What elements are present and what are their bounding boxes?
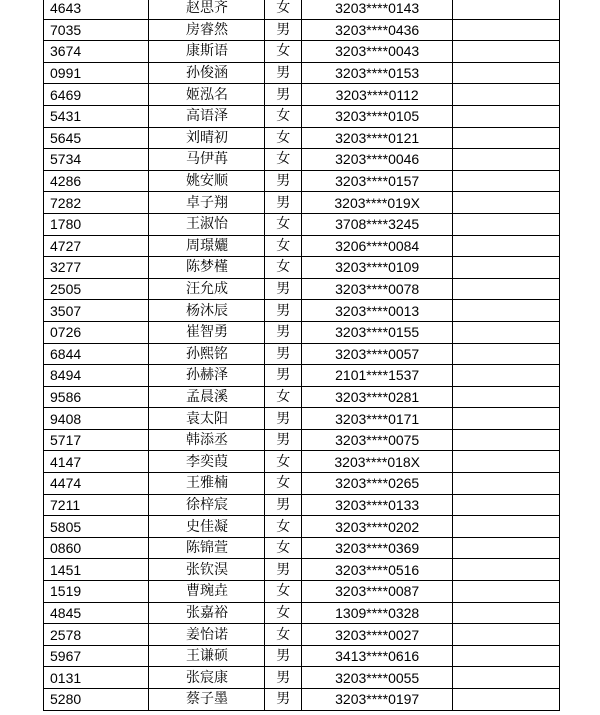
remark-cell [453, 343, 560, 365]
gender-cell: 男 [265, 321, 302, 343]
exam-number-cell: 5967 [44, 645, 149, 667]
student-name-cell: 史佳凝 [149, 516, 265, 538]
exam-number-cell: 2505 [44, 278, 149, 300]
id-number-cell: 3203****0046 [301, 149, 452, 171]
id-number-cell: 3203****0112 [301, 84, 452, 106]
id-number-cell: 3203****0202 [301, 516, 452, 538]
remark-cell [453, 516, 560, 538]
gender-cell: 女 [265, 624, 302, 646]
gender-cell: 男 [265, 19, 302, 41]
gender-cell: 女 [265, 127, 302, 149]
table-row [44, 19, 560, 41]
student-name-cell: 张钦淏 [149, 559, 265, 581]
id-number-cell: 3203****0369 [301, 537, 452, 559]
table-row [44, 516, 560, 538]
id-number-cell: 3203****0057 [301, 343, 452, 365]
remark-cell [453, 667, 560, 689]
exam-number-cell: 5734 [44, 149, 149, 171]
gender-cell: 女 [265, 581, 302, 603]
id-number-cell: 1309****0328 [301, 602, 452, 624]
gender-cell: 女 [265, 213, 302, 235]
gender-cell: 男 [265, 192, 302, 214]
gender-cell: 男 [265, 278, 302, 300]
remark-cell [453, 213, 560, 235]
id-number-cell: 3203****0109 [301, 257, 452, 279]
remark-cell [453, 192, 560, 214]
student-name-cell: 韩添丞 [149, 429, 265, 451]
student-name-cell: 袁太阳 [149, 408, 265, 430]
student-name-cell: 房睿然 [149, 19, 265, 41]
remark-cell [453, 624, 560, 646]
table-row [44, 41, 560, 63]
exam-number-cell: 6469 [44, 84, 149, 106]
student-name-cell: 蔡子墨 [149, 689, 265, 711]
gender-cell: 男 [265, 170, 302, 192]
exam-number-cell: 5280 [44, 689, 149, 711]
student-name-cell: 张宸康 [149, 667, 265, 689]
gender-cell: 女 [265, 41, 302, 63]
table-row [44, 408, 560, 430]
id-number-cell: 3203****0157 [301, 170, 452, 192]
remark-cell [453, 386, 560, 408]
student-name-cell: 孙俊涵 [149, 62, 265, 84]
remark-cell [453, 494, 560, 516]
gender-cell: 女 [265, 516, 302, 538]
table-row [44, 494, 560, 516]
roster-table-body [44, 0, 560, 710]
id-number-cell: 3203****0516 [301, 559, 452, 581]
student-name-cell: 姚安顺 [149, 170, 265, 192]
remark-cell [453, 105, 560, 127]
id-number-cell: 3203****0171 [301, 408, 452, 430]
table-row [44, 689, 560, 711]
remark-cell [453, 365, 560, 387]
remark-cell [453, 278, 560, 300]
remark-cell [453, 559, 560, 581]
id-number-cell: 3203****0055 [301, 667, 452, 689]
remark-cell [453, 41, 560, 63]
table-row [44, 321, 560, 343]
student-name-cell: 康斯语 [149, 41, 265, 63]
exam-number-cell: 9586 [44, 386, 149, 408]
exam-number-cell: 1451 [44, 559, 149, 581]
table-row [44, 278, 560, 300]
student-name-cell: 陈梦槿 [149, 257, 265, 279]
gender-cell: 男 [265, 429, 302, 451]
student-name-cell: 王淑怡 [149, 213, 265, 235]
exam-number-cell: 4147 [44, 451, 149, 473]
exam-number-cell: 2578 [44, 624, 149, 646]
remark-cell [453, 300, 560, 322]
id-number-cell: 3206****0084 [301, 235, 452, 257]
gender-cell: 女 [265, 451, 302, 473]
table-row [44, 559, 560, 581]
table-row [44, 257, 560, 279]
gender-cell: 男 [265, 494, 302, 516]
remark-cell [453, 19, 560, 41]
table-row [44, 451, 560, 473]
gender-cell: 男 [265, 408, 302, 430]
remark-cell [453, 645, 560, 667]
gender-cell: 女 [265, 0, 302, 19]
id-number-cell: 3203****0153 [301, 62, 452, 84]
table-row [44, 149, 560, 171]
student-name-cell: 孙赫泽 [149, 365, 265, 387]
exam-number-cell: 4727 [44, 235, 149, 257]
table-row [44, 105, 560, 127]
table-row [44, 473, 560, 495]
roster-table [43, 0, 560, 711]
table-row [44, 300, 560, 322]
gender-cell: 男 [265, 559, 302, 581]
id-number-cell: 3203****0078 [301, 278, 452, 300]
student-name-cell: 赵思齐 [149, 0, 265, 19]
student-name-cell: 孟晨溪 [149, 386, 265, 408]
table-row [44, 624, 560, 646]
student-name-cell: 姜怡诺 [149, 624, 265, 646]
remark-cell [453, 257, 560, 279]
table-row [44, 127, 560, 149]
table-row [44, 429, 560, 451]
student-name-cell: 陈锦萱 [149, 537, 265, 559]
exam-number-cell: 0131 [44, 667, 149, 689]
student-name-cell: 姬泓名 [149, 84, 265, 106]
id-number-cell: 3203****0087 [301, 581, 452, 603]
exam-number-cell: 9408 [44, 408, 149, 430]
table-row [44, 581, 560, 603]
exam-number-cell: 4643 [44, 0, 149, 19]
student-name-cell: 徐梓宸 [149, 494, 265, 516]
exam-number-cell: 1519 [44, 581, 149, 603]
exam-number-cell: 5805 [44, 516, 149, 538]
gender-cell: 女 [265, 149, 302, 171]
remark-cell [453, 473, 560, 495]
student-name-cell: 李奕葭 [149, 451, 265, 473]
remark-cell [453, 321, 560, 343]
remark-cell [453, 602, 560, 624]
id-number-cell: 2101****1537 [301, 365, 452, 387]
remark-cell [453, 0, 560, 19]
table-row [44, 192, 560, 214]
remark-cell [453, 62, 560, 84]
gender-cell: 男 [265, 365, 302, 387]
student-name-cell: 马伊苒 [149, 149, 265, 171]
exam-number-cell: 5645 [44, 127, 149, 149]
exam-number-cell: 0860 [44, 537, 149, 559]
id-number-cell: 3203****018X [301, 451, 452, 473]
table-row [44, 386, 560, 408]
table-row [44, 235, 560, 257]
gender-cell: 男 [265, 343, 302, 365]
gender-cell: 女 [265, 602, 302, 624]
gender-cell: 男 [265, 84, 302, 106]
exam-number-cell: 4474 [44, 473, 149, 495]
exam-number-cell: 3277 [44, 257, 149, 279]
remark-cell [453, 429, 560, 451]
student-name-cell: 杨沐辰 [149, 300, 265, 322]
gender-cell: 男 [265, 300, 302, 322]
gender-cell: 男 [265, 667, 302, 689]
gender-cell: 女 [265, 473, 302, 495]
gender-cell: 男 [265, 645, 302, 667]
student-name-cell: 王雅楠 [149, 473, 265, 495]
id-number-cell: 3203****0133 [301, 494, 452, 516]
remark-cell [453, 170, 560, 192]
gender-cell: 女 [265, 105, 302, 127]
table-row [44, 645, 560, 667]
remark-cell [453, 689, 560, 711]
student-name-cell: 高语泽 [149, 105, 265, 127]
id-number-cell: 3203****0436 [301, 19, 452, 41]
exam-number-cell: 7035 [44, 19, 149, 41]
exam-number-cell: 1780 [44, 213, 149, 235]
exam-number-cell: 3674 [44, 41, 149, 63]
remark-cell [453, 127, 560, 149]
remark-cell [453, 149, 560, 171]
id-number-cell: 3203****0265 [301, 473, 452, 495]
remark-cell [453, 235, 560, 257]
table-row [44, 667, 560, 689]
student-name-cell: 刘晴初 [149, 127, 265, 149]
exam-number-cell: 5717 [44, 429, 149, 451]
gender-cell: 男 [265, 689, 302, 711]
exam-number-cell: 4286 [44, 170, 149, 192]
table-row [44, 602, 560, 624]
gender-cell: 男 [265, 62, 302, 84]
gender-cell: 女 [265, 537, 302, 559]
id-number-cell: 3203****0075 [301, 429, 452, 451]
exam-number-cell: 0726 [44, 321, 149, 343]
id-number-cell: 3203****0281 [301, 386, 452, 408]
table-row [44, 343, 560, 365]
exam-number-cell: 7211 [44, 494, 149, 516]
gender-cell: 女 [265, 257, 302, 279]
student-name-cell: 王谦硕 [149, 645, 265, 667]
student-name-cell: 周璟孋 [149, 235, 265, 257]
exam-number-cell: 7282 [44, 192, 149, 214]
student-name-cell: 卓子翔 [149, 192, 265, 214]
table-row [44, 365, 560, 387]
exam-number-cell: 3507 [44, 300, 149, 322]
student-name-cell: 曹琬垚 [149, 581, 265, 603]
table-row [44, 0, 560, 19]
exam-number-cell: 0991 [44, 62, 149, 84]
student-name-cell: 汪允成 [149, 278, 265, 300]
id-number-cell: 3203****0105 [301, 105, 452, 127]
id-number-cell: 3203****0121 [301, 127, 452, 149]
id-number-cell: 3203****0155 [301, 321, 452, 343]
id-number-cell: 3708****3245 [301, 213, 452, 235]
remark-cell [453, 451, 560, 473]
remark-cell [453, 537, 560, 559]
id-number-cell: 3203****0143 [301, 0, 452, 19]
gender-cell: 女 [265, 386, 302, 408]
table-row [44, 170, 560, 192]
id-number-cell: 3203****0043 [301, 41, 452, 63]
remark-cell [453, 84, 560, 106]
id-number-cell: 3203****0027 [301, 624, 452, 646]
gender-cell: 女 [265, 235, 302, 257]
table-row [44, 213, 560, 235]
exam-number-cell: 8494 [44, 365, 149, 387]
id-number-cell: 3203****0013 [301, 300, 452, 322]
table-row [44, 84, 560, 106]
id-number-cell: 3413****0616 [301, 645, 452, 667]
student-name-cell: 张嘉裕 [149, 602, 265, 624]
exam-number-cell: 6844 [44, 343, 149, 365]
table-row [44, 537, 560, 559]
remark-cell [453, 581, 560, 603]
student-name-cell: 崔智勇 [149, 321, 265, 343]
table-row [44, 62, 560, 84]
exam-number-cell: 4845 [44, 602, 149, 624]
id-number-cell: 3203****019X [301, 192, 452, 214]
student-name-cell: 孙熙铭 [149, 343, 265, 365]
exam-number-cell: 5431 [44, 105, 149, 127]
id-number-cell: 3203****0197 [301, 689, 452, 711]
remark-cell [453, 408, 560, 430]
